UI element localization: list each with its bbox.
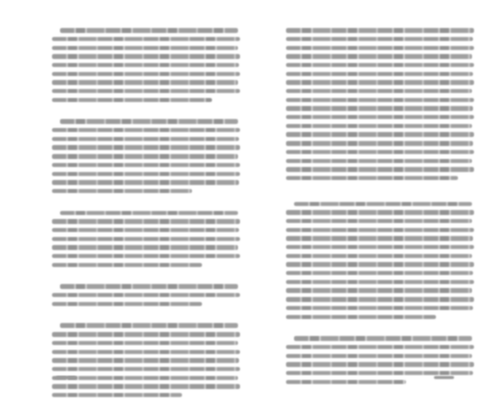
text-line bbox=[286, 52, 474, 61]
text-line bbox=[286, 130, 474, 139]
text-line bbox=[52, 117, 240, 126]
text-line bbox=[52, 208, 240, 217]
text-line bbox=[52, 261, 240, 270]
text-line bbox=[52, 69, 240, 78]
text-line bbox=[286, 26, 474, 35]
text-line bbox=[52, 178, 240, 187]
text-line bbox=[286, 260, 474, 269]
text-line bbox=[52, 373, 240, 382]
text-line bbox=[286, 278, 474, 287]
page-number-left bbox=[54, 374, 78, 381]
text-line bbox=[52, 234, 240, 243]
text-line bbox=[52, 135, 240, 144]
text-line bbox=[286, 165, 474, 174]
text-line bbox=[52, 52, 240, 61]
text-line bbox=[52, 339, 240, 348]
text-line bbox=[286, 360, 474, 369]
text-line bbox=[286, 208, 474, 217]
page-number-right bbox=[432, 374, 456, 381]
text-line bbox=[52, 291, 240, 300]
text-line bbox=[286, 87, 474, 96]
text-line bbox=[52, 43, 240, 52]
text-line bbox=[52, 143, 240, 152]
paragraph bbox=[52, 282, 240, 308]
text-line bbox=[286, 269, 474, 278]
text-line bbox=[286, 69, 474, 78]
text-line bbox=[52, 226, 240, 235]
text-line bbox=[52, 347, 240, 356]
text-line bbox=[52, 382, 240, 391]
text-line bbox=[52, 330, 240, 339]
text-line bbox=[286, 234, 474, 243]
text-line bbox=[52, 282, 240, 291]
paragraph bbox=[52, 321, 240, 399]
text-line bbox=[52, 61, 240, 70]
paragraph bbox=[286, 26, 474, 182]
paragraph bbox=[52, 26, 240, 104]
text-line bbox=[52, 35, 240, 44]
text-line bbox=[52, 217, 240, 226]
text-line bbox=[52, 96, 240, 105]
text-line bbox=[52, 187, 240, 196]
left-page bbox=[52, 26, 240, 376]
text-line bbox=[286, 61, 474, 70]
paragraph bbox=[286, 199, 474, 321]
text-line bbox=[286, 174, 474, 183]
text-line bbox=[52, 161, 240, 170]
text-line bbox=[52, 391, 240, 400]
text-line bbox=[286, 43, 474, 52]
text-line bbox=[286, 312, 474, 321]
text-line bbox=[52, 321, 240, 330]
text-line bbox=[286, 243, 474, 252]
text-line bbox=[286, 351, 474, 360]
text-line bbox=[52, 152, 240, 161]
text-line bbox=[52, 243, 240, 252]
text-line bbox=[286, 96, 474, 105]
text-line bbox=[52, 169, 240, 178]
text-line bbox=[52, 78, 240, 87]
text-line bbox=[52, 26, 240, 35]
text-line bbox=[286, 104, 474, 113]
text-line bbox=[286, 304, 474, 313]
text-line bbox=[286, 148, 474, 157]
text-line bbox=[52, 356, 240, 365]
text-line bbox=[286, 295, 474, 304]
text-line bbox=[286, 334, 474, 343]
text-line bbox=[286, 78, 474, 87]
right-page bbox=[286, 26, 474, 376]
text-line bbox=[286, 35, 474, 44]
text-line bbox=[286, 156, 474, 165]
text-line bbox=[286, 139, 474, 148]
text-line bbox=[286, 343, 474, 352]
text-line bbox=[286, 252, 474, 261]
text-line bbox=[52, 300, 240, 309]
text-line bbox=[52, 365, 240, 374]
text-line bbox=[286, 122, 474, 131]
paragraph bbox=[52, 117, 240, 195]
text-line bbox=[286, 217, 474, 226]
text-line bbox=[52, 126, 240, 135]
text-line bbox=[286, 286, 474, 295]
text-line bbox=[286, 199, 474, 208]
text-line bbox=[52, 87, 240, 96]
text-line bbox=[286, 225, 474, 234]
text-line bbox=[52, 252, 240, 261]
text-line bbox=[286, 113, 474, 122]
paragraph bbox=[52, 208, 240, 269]
